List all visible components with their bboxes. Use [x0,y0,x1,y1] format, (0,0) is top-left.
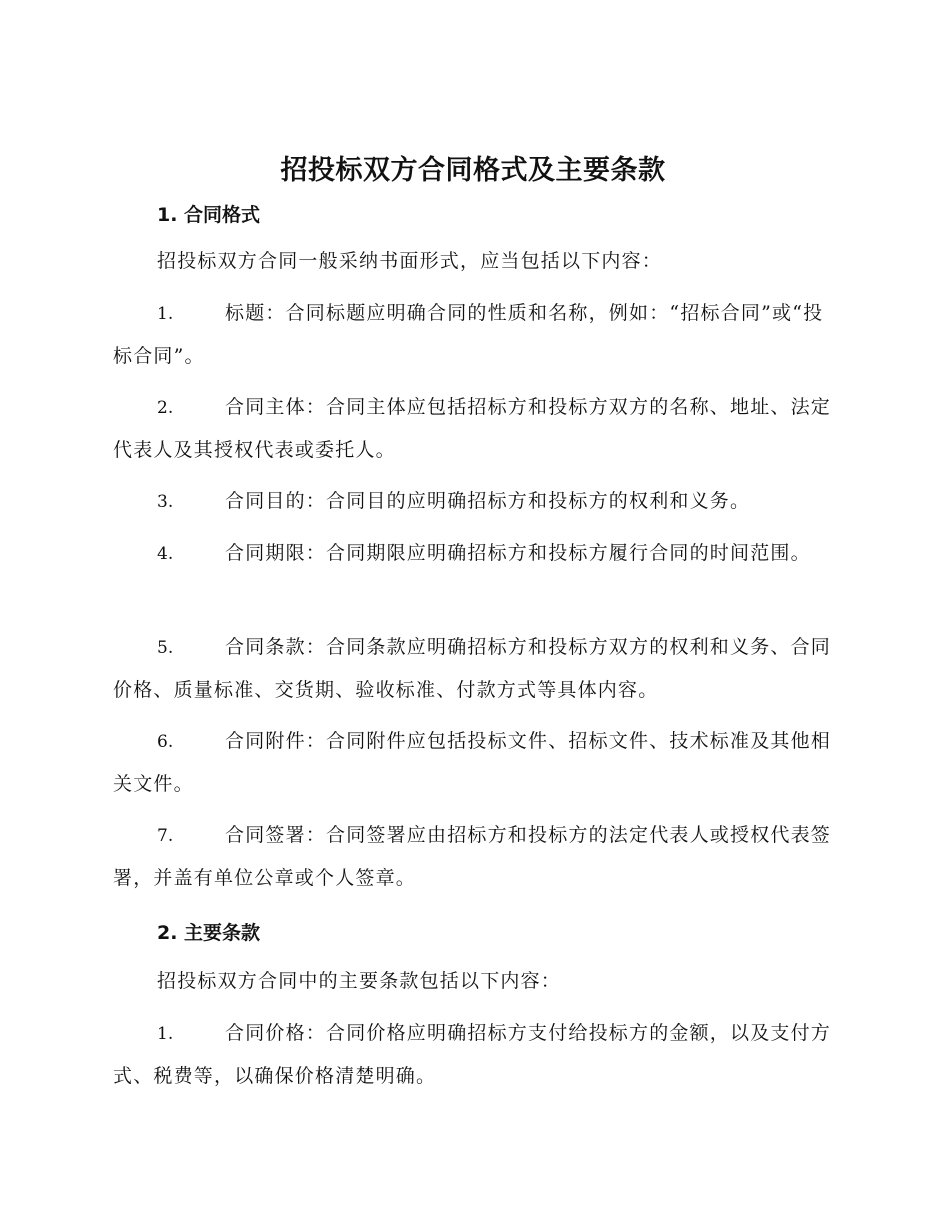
item-number: 4. [157,544,174,564]
item-text: 合同签署：合同签署应由招标方和投标方的法定代表人或授权代表签署，并盖有单位公章或个人签章。 [113,824,832,889]
list-item [113,292,833,377]
item-number: 5. [157,638,174,658]
item-text: 合同目的：合同目的应明确招标方和投标方的权利和义务。 [225,490,751,512]
item-number: 6. [157,732,174,752]
list-item [113,480,833,523]
item-text: 合同条款：合同条款应明确招标方和投标方双方的权利和义务、合同价格、质量标准、交货期、验收标准、付款方式等具体内容。 [113,636,832,701]
item-text: 合同主体：合同主体应包括招标方和投标方双方的名称、地址、法定代表人及其授权代表或委托人。 [113,396,832,461]
item-number: 3. [157,492,174,512]
item-number: 2. [157,398,174,418]
list-item [113,814,833,899]
list-item [113,1012,833,1097]
document-title: 招投标双方合同格式及主要条款 [280,155,666,186]
item-text: 标题：合同标题应明确合同的性质和名称，例如：“招标合同”或“投标合同”。 [113,302,824,367]
section2-intro: 招投标双方合同中的主要条款包括以下内容： [157,970,562,992]
list-item [113,532,833,575]
list-item [113,720,833,805]
section1-heading: 1. 合同格式 [157,204,261,226]
item-text: 合同价格：合同价格应明确招标方支付给投标方的金额，以及支付方式、税费等，以确保价格清楚明确。 [113,1022,832,1087]
item-number: 1. [157,304,174,324]
section1-intro: 招投标双方合同一般采纳书面形式，应当包括以下内容： [157,250,663,272]
list-item [113,626,833,711]
item-number: 1. [157,1024,174,1044]
list-item [113,386,833,471]
section2-heading: 2. 主要条款 [157,922,261,944]
item-text: 合同期限：合同期限应明确招标方和投标方履行合同的时间范围。 [225,542,811,564]
item-text: 合同附件：合同附件应包括投标文件、招标文件、技术标准及其他相关文件。 [113,730,832,795]
item-number: 7. [157,826,174,846]
